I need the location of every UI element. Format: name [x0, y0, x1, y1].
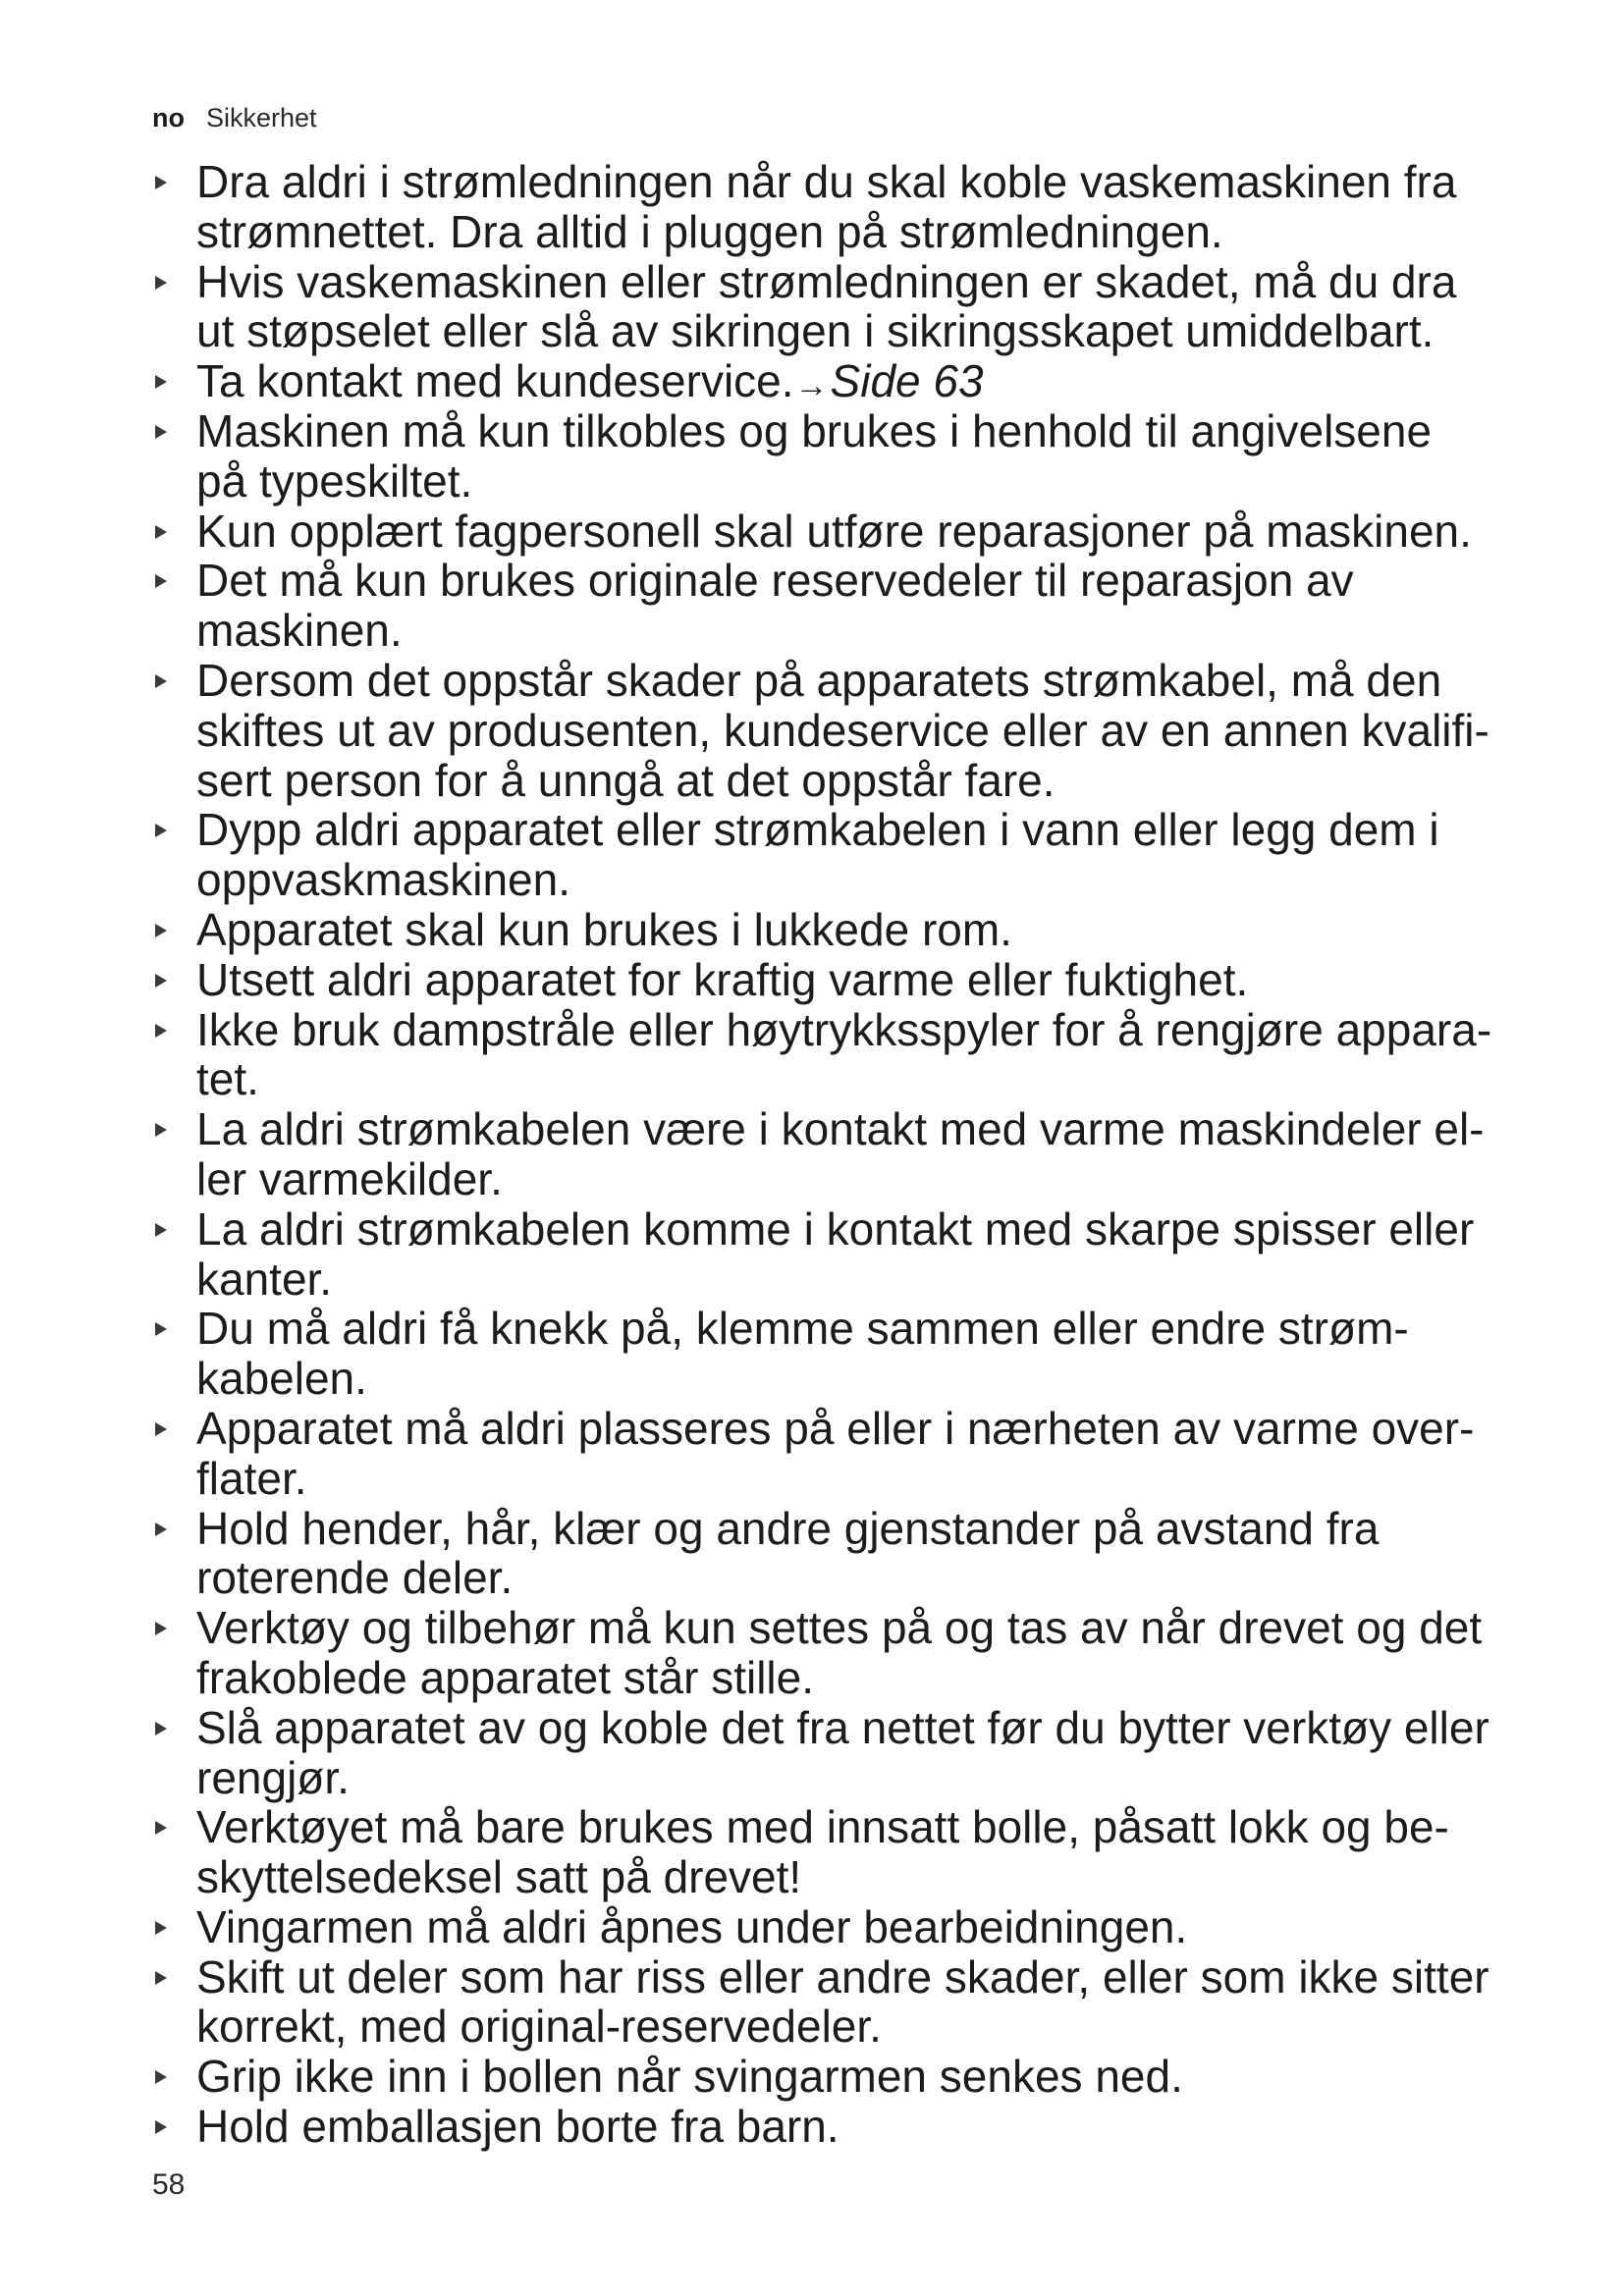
- item-text-line: skiftes ut av produsenten, kundeservice eller av en annen kvalifi-: [196, 704, 1489, 756]
- list-item: [152, 955, 1566, 1005]
- page-reference-link[interactable]: Side 63: [830, 355, 984, 407]
- bullet-triangle-icon: [155, 1522, 167, 1536]
- item-text-line: Du må aldri få knekk på, klemme sammen eller endre strøm-: [196, 1303, 1409, 1355]
- list-item: [152, 2052, 1566, 2102]
- bullet-triangle-icon: [155, 176, 167, 189]
- item-text-line: tet.: [196, 1053, 259, 1105]
- item-text: Ta kontakt med kundeservice.: [196, 355, 794, 407]
- item-text-line: ler varmekilder.: [196, 1152, 503, 1204]
- list-item: [152, 2102, 1566, 2152]
- item-text-line: Verktøy og tilbehør må kun settes på og tas av når drevet og det: [196, 1602, 1483, 1654]
- item-text-line: Det må kun brukes originale reservedeler til reparasjon av: [196, 555, 1354, 607]
- item-text-line: Skift ut deler som har riss eller andre skader, eller som ikke sitter: [196, 1950, 1489, 2002]
- list-item: [152, 1404, 1566, 1504]
- page-header: [152, 101, 317, 134]
- bullet-triangle-icon: [155, 1123, 167, 1137]
- list-item: [152, 1304, 1566, 1404]
- item-text-line: Hvis vaskemaskinen eller strømledningen er skadet, må du dra: [196, 255, 1457, 307]
- bullet-triangle-icon: [155, 924, 167, 937]
- list-item: [152, 1703, 1566, 1803]
- bullet-triangle-icon: [155, 425, 167, 439]
- item-text-line: Hold emballasjen borte fra barn.: [196, 2101, 839, 2153]
- list-item: [152, 556, 1566, 656]
- item-text-line: på typeskiltet.: [196, 454, 473, 507]
- safety-instructions-list: [152, 157, 1566, 2152]
- bullet-triangle-icon: [155, 2120, 167, 2134]
- item-text-line: Dypp aldri apparatet eller strømkabelen i vann eller legg dem i: [196, 804, 1439, 856]
- item-text-line: Dersom det oppstår skader på apparatets strømkabel, må den: [196, 654, 1442, 706]
- item-text-line: Kun opplært fagpersonell skal utføre reparasjoner på maskinen.: [196, 505, 1472, 557]
- bullet-triangle-icon: [155, 1971, 167, 1985]
- language-code: no: [152, 103, 185, 133]
- list-item: [152, 257, 1566, 357]
- item-text-line: Slå apparatet av og koble det fra nettet før du bytter verktøy eller: [196, 1701, 1489, 1753]
- section-title: Sikkerhet: [206, 103, 317, 133]
- item-text-line: maskinen.: [196, 605, 403, 657]
- item-text-line: sert person for å unngå at det oppstår fare.: [196, 754, 1056, 806]
- bullet-triangle-icon: [155, 1622, 167, 1635]
- list-item: [152, 656, 1566, 805]
- list-item: [152, 1204, 1566, 1305]
- item-text-line: Maskinen må kun tilkobles og brukes i henhold til angivelsene: [196, 404, 1433, 456]
- bullet-triangle-icon: [155, 1322, 167, 1336]
- item-text-line: [196, 356, 1566, 406]
- bullet-triangle-icon: [155, 824, 167, 837]
- item-text-line: flater.: [196, 1452, 307, 1504]
- item-text-line: rengjør.: [196, 1751, 350, 1803]
- bullet-triangle-icon: [155, 525, 167, 539]
- list-item: [152, 1603, 1566, 1703]
- item-text-line: Verktøyet må bare brukes med innsatt bolle, påsatt lokk og be-: [196, 1801, 1449, 1853]
- list-item: [152, 1952, 1566, 2053]
- bullet-triangle-icon: [155, 1024, 167, 1038]
- bullet-triangle-icon: [155, 375, 167, 389]
- list-item: [152, 406, 1566, 507]
- item-text-line: frakoblede apparatet står stille.: [196, 1651, 815, 1703]
- item-text-line: kanter.: [196, 1253, 333, 1305]
- list-item: [152, 356, 1566, 406]
- list-item: [152, 1802, 1566, 1902]
- item-text-line: korrekt, med original-reservedeler.: [196, 2001, 882, 2053]
- item-text-line: strømnettet. Dra alltid i pluggen på strømledningen.: [196, 205, 1223, 257]
- item-text-line: oppvaskmaskinen.: [196, 854, 570, 906]
- item-text-line: Hold hender, hår, klær og andre gjenstander på avstand fra: [196, 1502, 1380, 1554]
- list-item: [152, 507, 1566, 557]
- bullet-triangle-icon: [155, 1821, 167, 1835]
- item-text-line: Vingarmen må aldri åpnes under bearbeidningen.: [196, 1900, 1188, 1952]
- list-item: [152, 1902, 1566, 1952]
- item-text-line: ut støpselet eller slå av sikringen i sikringsskapet umiddelbart.: [196, 305, 1435, 357]
- bullet-triangle-icon: [155, 974, 167, 988]
- bullet-triangle-icon: [155, 1422, 167, 1436]
- bullet-triangle-icon: [155, 574, 167, 588]
- list-item: [152, 805, 1566, 905]
- item-text-line: skyttelsedeksel satt på drevet!: [196, 1851, 802, 1903]
- bullet-triangle-icon: [155, 1921, 167, 1935]
- list-item: [152, 1504, 1566, 1604]
- bullet-triangle-icon: [155, 674, 167, 688]
- item-text-line: Dra aldri i strømledningen når du skal koble vaskemaskinen fra: [196, 156, 1457, 207]
- item-text-line: Utsett aldri apparatet for kraftig varme eller fuktighet.: [196, 953, 1249, 1005]
- item-text-line: Ikke bruk dampstråle eller høytrykksspyler for å rengjøre appara-: [196, 1003, 1492, 1055]
- item-text-line: kabelen.: [196, 1353, 367, 1405]
- item-text-line: Apparatet skal kun brukes i lukkede rom.: [196, 903, 1012, 955]
- item-text-line: La aldri strømkabelen være i kontakt med varme maskindeler el-: [196, 1103, 1485, 1155]
- item-text-line: Apparatet må aldri plasseres på eller i nærheten av varme over-: [196, 1402, 1475, 1454]
- arrow-right-icon: →: [794, 367, 829, 405]
- item-text-line: Grip ikke inn i bollen når svingarmen senkes ned.: [196, 2051, 1183, 2103]
- bullet-triangle-icon: [155, 276, 167, 290]
- page-number: 58: [152, 2168, 186, 2201]
- bullet-triangle-icon: [155, 1722, 167, 1735]
- bullet-triangle-icon: [155, 1223, 167, 1237]
- item-text-line: roterende deler.: [196, 1552, 514, 1604]
- list-item: [152, 1005, 1566, 1105]
- list-item: [152, 1104, 1566, 1204]
- bullet-triangle-icon: [155, 2070, 167, 2084]
- item-text-line: La aldri strømkabelen komme i kontakt med skarpe spisser eller: [196, 1202, 1475, 1255]
- list-item: [152, 905, 1566, 955]
- list-item: [152, 157, 1566, 257]
